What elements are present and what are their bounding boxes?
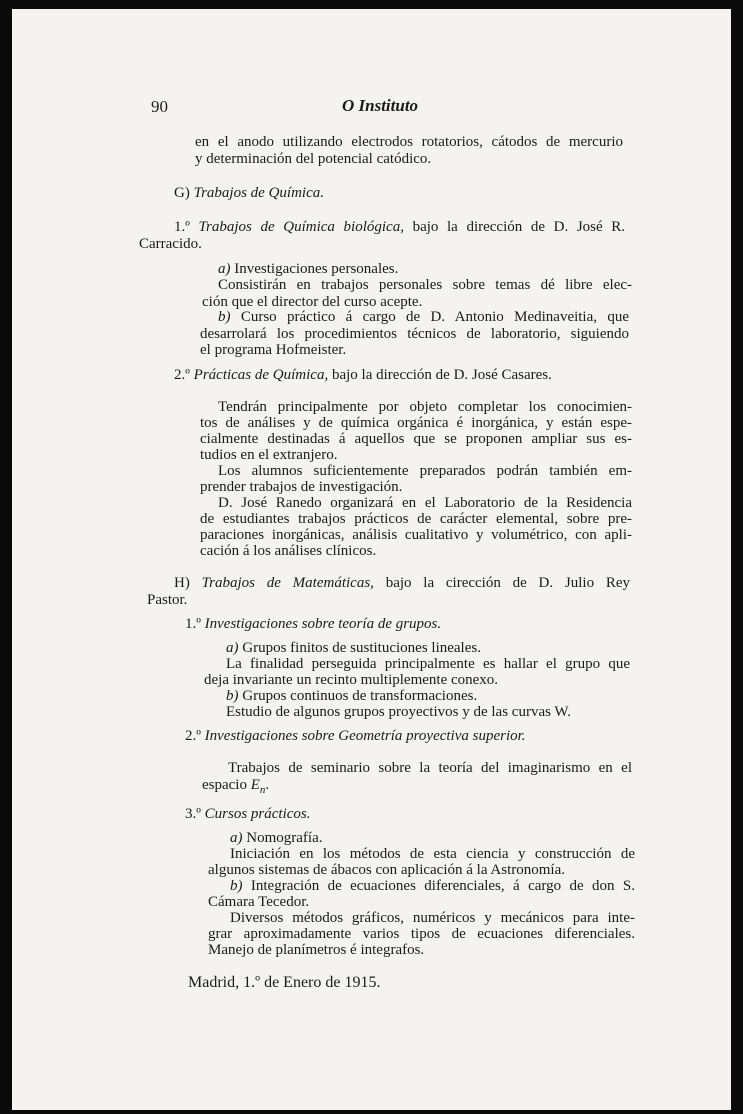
page-number: 90 (151, 97, 168, 116)
h-item3-b-line2: Cámara Tecedor. (208, 894, 310, 910)
section-g-heading (174, 185, 324, 202)
g-item1-b-line2: desarrolará los procedimientos técnicos de laboratorio, siguiendo (200, 326, 629, 342)
g-item2-p3-line1: D. José Ranedo organizará en el Laboratorio de la Residencia (218, 495, 632, 511)
scanned-page (12, 9, 731, 1110)
g-item1-director: bajo la dirección de D. José R. (412, 219, 626, 235)
h-item2-espacio: espacio (202, 777, 247, 793)
section-h-director: bajo la cirección de D. Julio Rey (385, 575, 631, 591)
h-item1-b-label: b) (226, 688, 239, 704)
g-item1-line1 (174, 219, 625, 236)
g-item1-a-label: a) (218, 261, 231, 277)
g-item2-number: 2.º (174, 367, 190, 383)
h-item1-a-label: a) (226, 640, 239, 656)
g-item1-a-desc-line2: ción que el director del curso acepte. (202, 294, 423, 310)
h-item1-number: 1.º (185, 616, 201, 632)
g-item2-director: bajo la dirección de D. José Casares. (331, 367, 552, 383)
section-h-line1 (174, 575, 630, 592)
g-item2-p1-line3: cialmente destinadas á aquellos que se proponen ampliar sus es- (200, 431, 632, 447)
continuation-line-2: y determinación del potencial catódico. (195, 151, 432, 167)
g-item1-b-line1 (218, 309, 629, 326)
g-item1-b-label: b) (218, 309, 231, 325)
h-item1-title: Investigaciones sobre teoría de grupos. (204, 616, 442, 632)
h-item2-var: E (250, 777, 260, 793)
h-item1-a-desc-line2: deja invariante un recinto multiplemente conexo. (204, 672, 499, 688)
g-item2-p1-line2: tos de análises y de química orgánica é inorgánica, y están espe- (200, 415, 632, 431)
g-item2-p3-line2: de estudiantes trabajos prácticos de carácter elemental, sobre pre- (200, 511, 632, 527)
h-item3-a-text: Nomografía. (246, 830, 323, 846)
g-item1-a (218, 261, 398, 278)
running-title: O Instituto (342, 96, 419, 115)
g-item1-title: Trabajos de Química biológica, (198, 219, 404, 235)
g-item2-p2-line2: prender trabajos de investigación. (200, 479, 403, 495)
h-item3-a-desc-line1: Iniciación en los métodos de esta ciencia y construcción de (230, 846, 635, 862)
continuation-line-1: en el anodo utilizando electrodos rotatorios, cátodos de mercurio (195, 134, 623, 150)
h-item3-number: 3.º (185, 806, 201, 822)
g-item2-title: Prácticas de Química, (193, 367, 329, 383)
section-h-letter: H) (174, 575, 190, 591)
g-item1-a-text: Investigaciones personales. (234, 261, 399, 277)
h-item1-b-desc: Estudio de algunos grupos proyectivos y de las curvas W. (226, 704, 571, 720)
g-item1-b-line3: el programa Hofmeister. (200, 342, 347, 358)
section-h-title: Trabajos de Matemáticas, (201, 575, 374, 591)
h-item1-a-text: Grupos finitos de sustituciones lineales. (242, 640, 481, 656)
g-item2-p1-line1: Tendrán principalmente por objeto completar los conocimien- (218, 399, 632, 415)
h-item3-heading (185, 806, 311, 823)
h-item1-b (226, 688, 477, 705)
g-item1-a-desc-line1: Consistirán en trabajos personales sobre temas dé libre elec- (218, 277, 632, 293)
h-item2-title: Investigaciones sobre Geometría proyectiva superior. (204, 728, 526, 744)
section-g-letter: G) (174, 185, 190, 201)
h-item1-a-desc-line1: La finalidad perseguida principalmente es hallar el grupo que (226, 656, 630, 672)
h-item3-b-line1 (230, 878, 635, 895)
g-item2-p3-line3: paraciones inorgánicas, análisis cualitativo y volumétrico, con apli- (200, 527, 632, 543)
h-item2-var-sub: n (259, 784, 266, 796)
g-item2-heading (174, 367, 552, 384)
h-item3-a-desc-line2: algunos sistemas de ábacos con aplicación á la Astronomía. (208, 862, 565, 878)
h-item3-b-text: Integración de ecuaciones diferenciales, á cargo de don S. (250, 878, 635, 894)
h-item1-heading (185, 616, 441, 633)
g-item2-p3-line4: cación á los análises clínicos. (200, 543, 377, 559)
g-item2-p2-line1: Los alumnos suficientemente preparados podrán también em- (218, 463, 632, 479)
g-item2-p1-line4: tudios en el extranjero. (200, 447, 338, 463)
h-item2-period: . (265, 777, 270, 793)
h-item3-a (230, 830, 322, 847)
h-item3-b-desc-line2: grar aproximadamente varios tipos de ecuaciones diferenciales. (208, 926, 635, 942)
h-item2-p-line2 (202, 777, 269, 799)
h-item3-b-label: b) (230, 878, 243, 894)
h-item1-a (226, 640, 481, 657)
h-item1-b-text: Grupos continuos de transformaciones. (242, 688, 478, 704)
h-item2-heading (185, 728, 526, 745)
h-item2-p-line1: Trabajos de seminario sobre la teoría del imaginarismo en el (228, 760, 632, 776)
g-item1-b-text: Curso práctico á cargo de D. Antonio Medinaveitia, que (240, 309, 630, 325)
h-item3-a-label: a) (230, 830, 243, 846)
place-date: Madrid, 1.º de Enero de 1915. (188, 974, 381, 991)
h-item3-title: Cursos prácticos. (204, 806, 311, 822)
g-item1-number: 1.º (174, 219, 190, 235)
h-item2-number: 2.º (185, 728, 201, 744)
h-item3-b-desc-line1: Diversos métodos gráficos, numéricos y mecánicos para inte- (230, 910, 635, 926)
section-h-line2: Pastor. (147, 592, 188, 608)
section-g-title: Trabajos de Química. (193, 185, 325, 201)
g-item1-line2: Carracido. (139, 236, 202, 252)
h-item3-b-desc-line3: Manejo de planímetros é integrafos. (208, 942, 425, 958)
